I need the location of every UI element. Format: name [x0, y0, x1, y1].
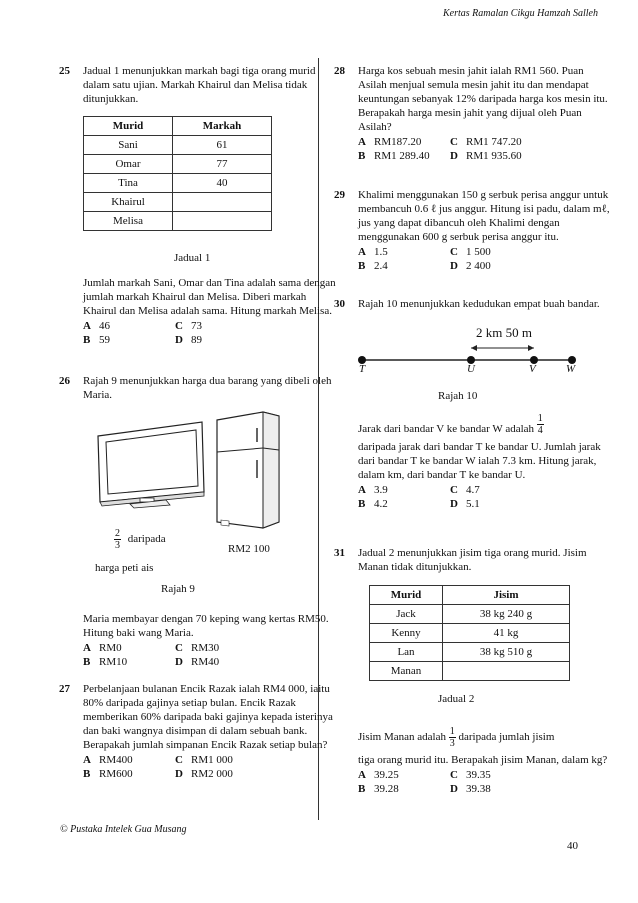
option: B 4.2: [358, 498, 388, 510]
question-line1: Jisim Manan adalah $\frac{1}{3}$ daripada jumlah jisim: [358, 726, 555, 749]
option: D 2 400: [450, 260, 491, 272]
fraction-one-quarter: $\frac{1}{4}$: [537, 412, 543, 436]
cell: Lan: [370, 643, 443, 662]
options: [358, 135, 613, 163]
fraction-two-thirds: $\frac{2}{3}$: [115, 528, 120, 551]
question-28: [334, 64, 613, 163]
question-intro: Rajah 9 menunjukkan harga dua barang yang dibeli oleh Maria.: [83, 375, 332, 401]
table-row: [84, 174, 272, 193]
cell: Omar: [84, 155, 173, 174]
question-31: [334, 546, 613, 574]
option: D 5.1: [450, 498, 480, 510]
cell: [443, 662, 570, 681]
cell: [173, 193, 272, 212]
option: A 3.9: [358, 484, 388, 496]
option: D RM2 000: [175, 768, 233, 780]
question-number: 28: [334, 65, 345, 77]
option: C 39.35: [450, 769, 491, 781]
refrigerator-illustration: [207, 410, 287, 532]
question-25-body: [83, 276, 338, 347]
question-number: 30: [334, 298, 345, 310]
option: B 59: [83, 334, 110, 346]
table-header: Murid: [84, 117, 173, 136]
cell: Kenny: [370, 624, 443, 643]
question-text: Maria membayar dengan 70 keping wang kertas RM50. Hitung baki wang Maria.: [83, 613, 329, 639]
question-line1: Jarak dari bandar V ke bandar W adalah $\frac{1}{4}$: [358, 412, 543, 436]
table-caption: Jadual 2: [438, 693, 475, 705]
question-text: daripada jarak dari bandar T ke bandar U. Jumlah jarak dari bandar T ke bandar W ialah 7.3 km. Hitung jarak, dalam km, dari bandar T ke bandar U.: [358, 441, 601, 481]
question-number: 29: [334, 189, 345, 201]
page-header: Kertas Ramalan Cikgu Hamzah Salleh: [443, 8, 598, 19]
fraction-one-third: $\frac{1}{3}$: [449, 726, 455, 749]
cell: 77: [173, 155, 272, 174]
question-26: [59, 374, 338, 402]
table-row: [370, 624, 570, 643]
option: B RM1 289.40: [358, 150, 430, 162]
table-row: [84, 136, 272, 155]
option: B RM10: [83, 656, 128, 668]
point-label-V: V: [529, 363, 536, 375]
point-label-W: W: [566, 363, 576, 375]
figure-caption: Rajah 9: [161, 583, 195, 595]
table-row: [370, 662, 570, 681]
option: A RM187.20: [358, 136, 422, 148]
tv-price-label-line2: harga peti ais: [95, 562, 154, 574]
question-30-body: [358, 412, 613, 511]
question-27: [59, 682, 338, 781]
option: C 73: [175, 320, 202, 332]
cell: Khairul: [84, 193, 173, 212]
question-25: [59, 64, 338, 106]
options: [83, 319, 338, 347]
cell: 41 kg: [443, 624, 570, 643]
option: C 1 500: [450, 246, 491, 258]
option: D RM40: [175, 656, 220, 668]
option: C 4.7: [450, 484, 480, 496]
option: D 89: [175, 334, 202, 346]
option: A 1.5: [358, 246, 388, 258]
option: B 39.28: [358, 783, 399, 795]
television-illustration: [96, 418, 206, 510]
table-1: [83, 116, 272, 231]
table-row: [84, 155, 272, 174]
option: C RM30: [175, 642, 220, 654]
table-2: [369, 585, 570, 681]
question-text: tiga orang murid itu. Berapakah jisim Manan, dalam kg?: [358, 754, 608, 766]
option: B RM600: [83, 768, 133, 780]
question-intro: Jadual 1 menunjukkan markah bagi tiga orang murid dalam satu ujian. Markah Khairul dan Melisa tidak ditunjukkan.: [83, 65, 316, 105]
page-number: 40: [567, 840, 578, 852]
cell: 40: [173, 174, 272, 193]
question-text: Khalimi menggunakan 150 g serbuk perisa anggur untuk membancuh 0.6 ℓ jus anggur. Hitung isi padu, dalam mℓ, jus yang dapat dibancuh oleh Khalimi dengan menggunakan 600 g serbuk perisa anggur itu.: [358, 189, 610, 243]
question-30: [334, 297, 613, 311]
question-number: 25: [59, 65, 70, 77]
tv-price-label: $\frac{2}{3}$ daripada: [115, 528, 166, 551]
page-footer: © Pustaka Intelek Gua Musang: [60, 824, 187, 835]
cell: Tina: [84, 174, 173, 193]
table-row: [370, 605, 570, 624]
table-caption: Jadual 1: [174, 252, 211, 264]
point-label-U: U: [467, 363, 475, 375]
question-text: Jumlah markah Sani, Omar dan Tina adalah sama dengan jumlah markah Khairul dan Melisa. Diberi markah Khairul dan Melisa adalah sama. Hitung markah Melisa.: [83, 277, 336, 317]
question-26-body: [83, 612, 338, 669]
table-row: [84, 212, 272, 231]
cell: [173, 212, 272, 231]
cell: Melisa: [84, 212, 173, 231]
question-29: [334, 188, 613, 273]
question-number: 31: [334, 547, 345, 559]
distance-label: 2 km 50 m: [476, 325, 532, 340]
option: C RM1 000: [175, 754, 233, 766]
question-intro: Rajah 10 menunjukkan kedudukan empat buah bandar.: [358, 298, 600, 310]
question-text: Perbelanjaan bulanan Encik Razak ialah RM4 000, iaitu 80% daripada gajinya setiap bulan. Encik Razak memberikan 60% daripada baki gajinya kepada isterinya dan baki wangnya disimpan di dalam sebuah bank. Berapakah jumlah simpanan Encik Razak setiap bulan?: [83, 683, 333, 751]
fridge-price: RM2 100: [228, 543, 270, 555]
table-header: Jisim: [443, 586, 570, 605]
table-header: Murid: [370, 586, 443, 605]
option: D RM1 935.60: [450, 150, 522, 162]
point-label-T: T: [359, 363, 366, 375]
option: B 2.4: [358, 260, 388, 272]
table-row: [84, 193, 272, 212]
option: D 39.38: [450, 783, 491, 795]
question-number: 26: [59, 375, 70, 387]
cell: 38 kg 510 g: [443, 643, 570, 662]
options: [83, 641, 338, 669]
cell: Sani: [84, 136, 173, 155]
figure-caption: Rajah 10: [438, 390, 478, 402]
cell: 61: [173, 136, 272, 155]
cell: Manan: [370, 662, 443, 681]
cell: Jack: [370, 605, 443, 624]
option: A RM400: [83, 754, 133, 766]
question-number: 27: [59, 683, 70, 695]
option: A 39.25: [358, 769, 399, 781]
question-intro: Jadual 2 menunjukkan jisim tiga orang murid. Jisim Manan tidak ditunjukkan.: [358, 547, 587, 573]
question-31-body: [358, 718, 613, 796]
option: A RM0: [83, 642, 122, 654]
options: [358, 483, 613, 511]
options: [358, 245, 613, 273]
table-row: [370, 643, 570, 662]
options: [358, 768, 613, 796]
cell: 38 kg 240 g: [443, 605, 570, 624]
table-header: Markah: [173, 117, 272, 136]
options: [83, 753, 338, 781]
question-text: Harga kos sebuah mesin jahit ialah RM1 560. Puan Asilah menjual semula mesin jahit itu dan mendapat keuntungan sebanyak 12% daripada harga kos mesin itu. Berapakah harga mesin jahit yang dijual oleh Puan Asilah?: [358, 65, 608, 133]
option: C RM1 747.20: [450, 136, 522, 148]
option: A 46: [83, 320, 110, 332]
